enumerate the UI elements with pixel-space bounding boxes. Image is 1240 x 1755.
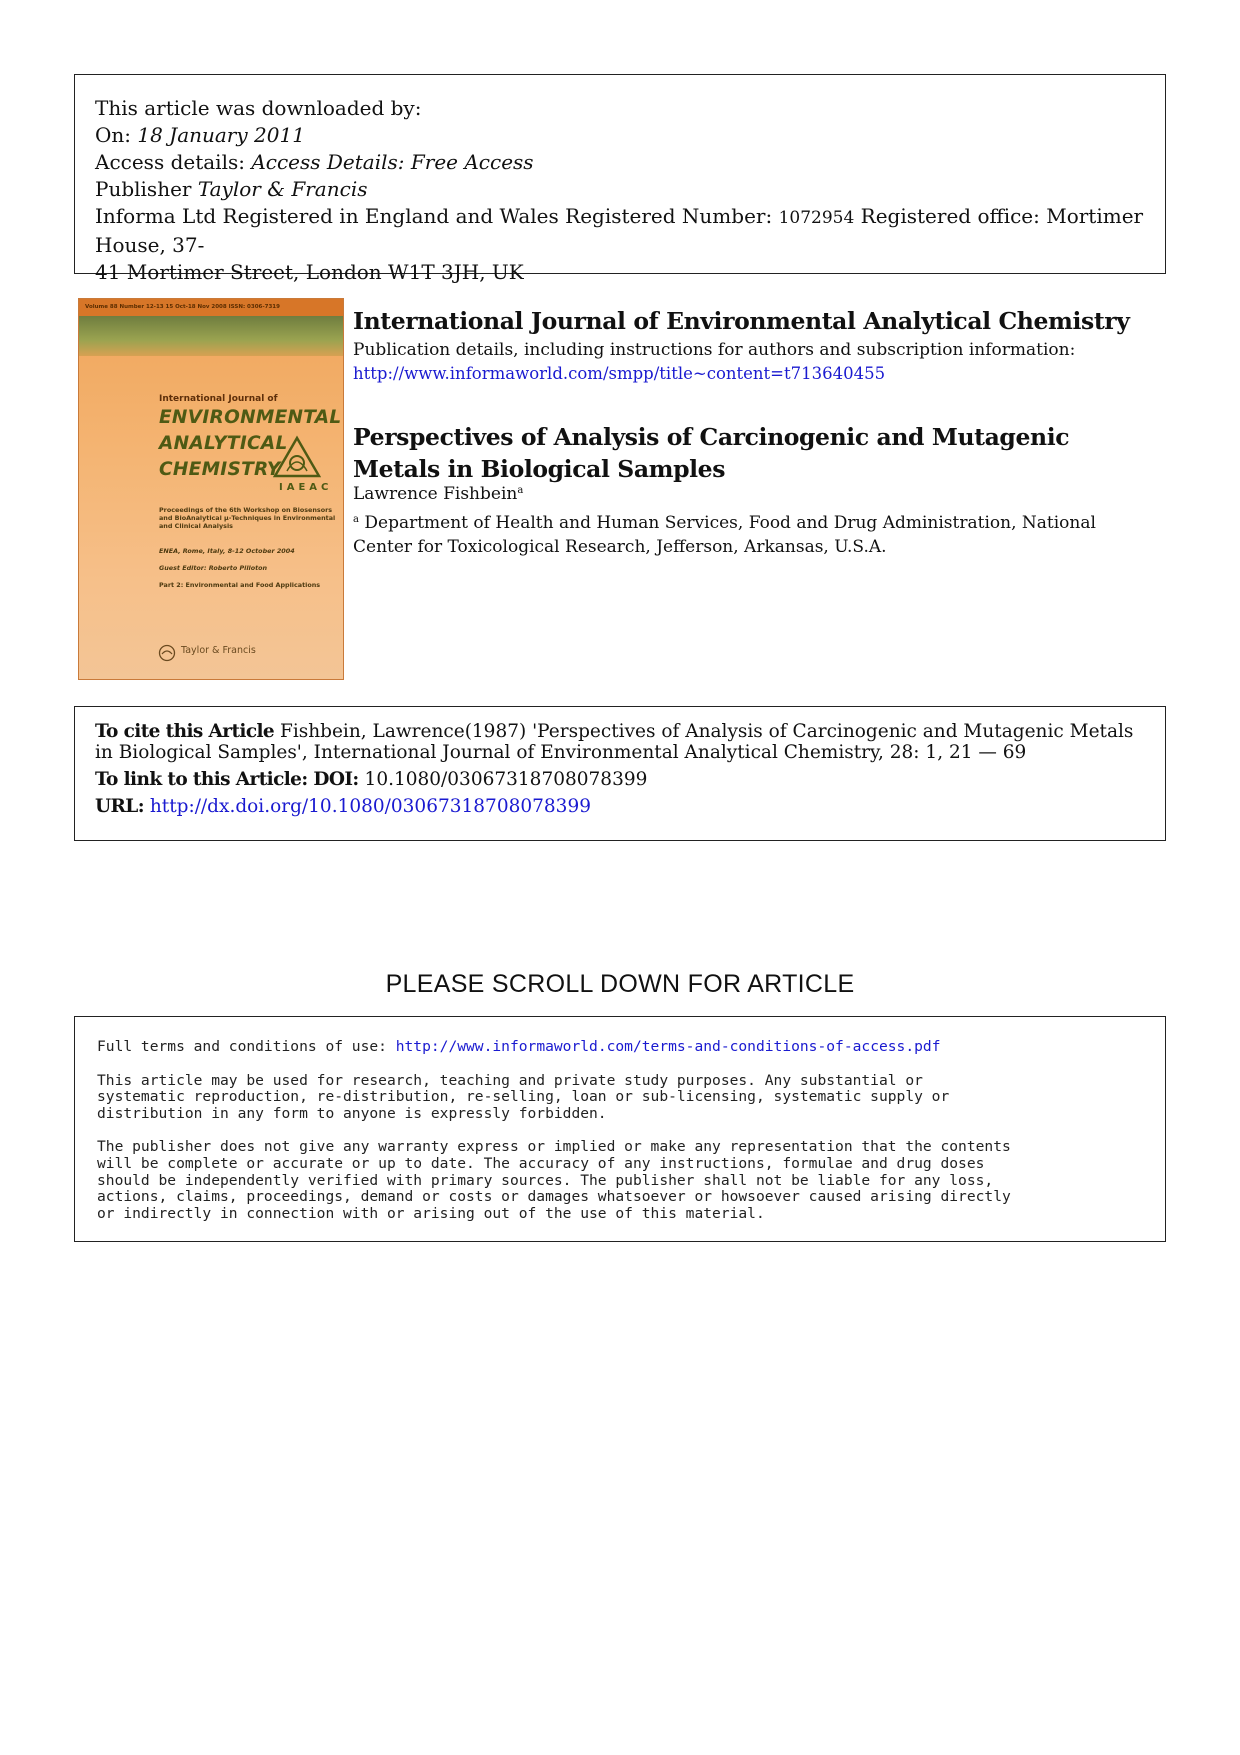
cover-publisher: Taylor & Francis	[181, 645, 256, 656]
access-label: Access details:	[95, 150, 245, 174]
cover-iaeac: IAEAC	[279, 482, 333, 493]
cover-editor: Guest Editor: Roberto Pilloton	[159, 564, 268, 572]
cover-word-chemistry: CHEMISTRY	[159, 459, 281, 480]
scroll-notice: PLEASE SCROLL DOWN FOR ARTICLE	[385, 970, 855, 998]
author-name: Lawrence Fishbein	[353, 484, 518, 504]
terms-line	[97, 1039, 1145, 1056]
terms-link[interactable]: http://www.informaworld.com/terms-and-conditions-of-access.pdf	[395, 1038, 941, 1055]
cover-word-environmental: ENVIRONMENTAL	[159, 407, 342, 428]
author-sup: a	[517, 485, 524, 496]
cover-venue: ENEA, Rome, Italy, 8-12 October 2004	[159, 547, 295, 555]
citation-box	[74, 706, 1166, 841]
cover-part: Part 2: Environmental and Food Applications	[159, 581, 321, 589]
affiliation-sup: a	[353, 514, 359, 525]
cover-header-band	[79, 316, 343, 356]
registered-office: Informa Ltd Registered in England and Wales Registered Number: 1072954 Registered office: Mortimer House, 37- 41 Mortimer Street, London W1T 3JH, UK	[95, 204, 1144, 284]
publication-details: Publication details, including instructions for authors and subscription information:	[353, 340, 1076, 360]
terms-paragraph-disclaimer: The publisher does not give any warranty express or implied or make any representation that the contents will be complete or accurate or up to date. The accuracy of any instructions, formulae and drug doses should be independently verified with primary sources. The publisher shall not be liable for any loss, actions, claims, proceedings, demand or costs or damages whatsoever or howsoever caused arising directly or indirectly in connection with or arising out of the use of this material.	[97, 1138, 1011, 1222]
cover-volume-bar: Volume 88 Number 12-13 15 Oct-18 Nov 2008 ISSN: 0306-7319	[79, 299, 343, 316]
download-info-box	[74, 74, 1166, 284]
cover-journal-small: International Journal of	[159, 394, 278, 404]
cite-row	[95, 721, 1145, 763]
iaeac-logo-icon	[273, 435, 321, 479]
access-value: Access Details: Free Access	[251, 150, 534, 174]
cover-proceedings: Proceedings of the 6th Workshop on Biosensors and BioAnalytical μ-Techniques in Environmental and Clinical Analysis	[159, 506, 336, 530]
download-date-row	[95, 122, 1145, 149]
date-value: 18 January 2011	[137, 123, 305, 147]
date-label: On:	[95, 123, 132, 147]
access-row	[95, 149, 1145, 176]
url-label: URL:	[95, 796, 144, 817]
doi-label: To link to this Article: DOI:	[95, 769, 359, 790]
publisher-row	[95, 176, 1145, 203]
cite-text: Fishbein, Lawrence(1987) 'Perspectives of Analysis of Carcinogenic and Mutagenic Metals in Biological Samples', International Journal of Environmental Analytical Chemistry, 28: 1, 21 — 69	[95, 721, 1134, 763]
publisher-value: Taylor & Francis	[197, 177, 368, 201]
author	[353, 484, 523, 504]
url-row	[95, 796, 1145, 817]
doi-value: 10.1080/03067318708078399	[364, 769, 648, 790]
cover-word-analytical: ANALYTICAL	[159, 433, 288, 454]
terms-paragraph-usage: This article may be used for research, teaching and private study purposes. Any substantial or systematic reproduction, re-distribution, re-selling, loan or sub-licensing, systematic supply or distribution in any form to anyone is expressly forbidden.	[97, 1071, 950, 1122]
publisher-label: Publisher	[95, 177, 192, 201]
terms-box	[74, 1016, 1166, 1242]
affiliation-text: Department of Health and Human Services, Food and Drug Administration, National Center for Toxicological Research, Jefferson, Arkansas, U.S.A.	[353, 513, 1096, 557]
download-line: This article was downloaded by:	[95, 96, 422, 120]
doi-url-link[interactable]: http://dx.doi.org/10.1080/03067318708078399	[149, 796, 591, 817]
journal-cover-image	[78, 298, 344, 680]
registered-number: 1072954	[778, 208, 855, 228]
cite-label: To cite this Article	[95, 721, 275, 742]
journal-link[interactable]: http://www.informaworld.com/smpp/title~content=t713640455	[353, 364, 886, 383]
affiliation	[353, 508, 1153, 559]
journal-title: International Journal of Environmental Analytical Chemistry	[353, 307, 1130, 335]
taylor-francis-logo-icon	[158, 644, 176, 662]
terms-prefix: Full terms and conditions of use:	[97, 1038, 396, 1055]
doi-row	[95, 769, 1145, 790]
article-title: Perspectives of Analysis of Carcinogenic and Mutagenic Metals in Biological Samples	[353, 423, 1070, 483]
